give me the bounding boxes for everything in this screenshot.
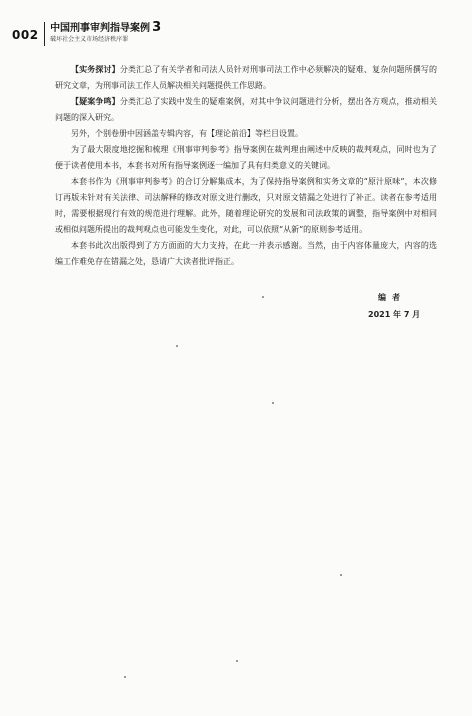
paragraph-other-sections [55, 126, 437, 142]
page-header [12, 22, 161, 48]
scan-speck [262, 296, 264, 298]
paragraph-text: 分类汇总了有关学者和司法人员针对刑事司法工作中必须解决的疑难、复杂问题所撰写的研究文章，为刑事司法工作人员解决相关问题提供工作思路。 [55, 65, 438, 90]
paragraph-text: 本套书作为《刑事审判参考》的合订分解集成本，为了保持指导案例和实务文章的“原汁原味”，本次修订再版未针对有关法律、司法解释的修改对原文进行删改，只对原文错漏之处进行了补正。读者在参考适用时，需要根据现行有效的规范进行理解。此外，随着理论研究的发展和司法政策的调整，指导案例中对相同或相似问题所提出的裁判观点也可能发生变化，对此，可以依照“从新”的原则参考适用。 [55, 177, 437, 234]
paragraph-keywords [55, 142, 437, 174]
body-text [55, 62, 437, 270]
signature-date: 2021 年 7 月 [368, 310, 421, 319]
paragraph-practice-discussion [55, 62, 437, 94]
paragraph-disputed-cases [55, 94, 437, 126]
scan-speck [272, 402, 274, 404]
scan-speck [340, 574, 342, 576]
paragraph-revision-note [55, 174, 437, 238]
editor-signature: 编者 [378, 293, 406, 302]
scan-speck [236, 660, 238, 662]
paragraph-text: 另外，个别卷册中因涵盖专辑内容，有【理论前沿】等栏目设置。 [71, 129, 303, 138]
paragraph-text: 为了最大限度地挖掘和梳理《刑事审判参考》指导案例在裁判理由阐述中反映的裁判观点，同时也为了便于读者使用本书，本套书对所有指导案例逐一编加了具有归类意义的关键词。 [55, 145, 437, 170]
scan-speck [124, 676, 126, 678]
scan-speck [176, 345, 178, 347]
section-label: 【实务探讨】 [71, 65, 120, 74]
paragraph-text: 本套书此次出版得到了方方面面的大力支持，在此一并表示感谢。当然，由于内容体量庞大，内容的选编工作难免存在错漏之处，恳请广大读者批评指正。 [55, 241, 437, 266]
header-divider [44, 22, 46, 46]
section-label: 【疑案争鸣】 [71, 97, 120, 106]
header-text [50, 22, 161, 44]
book-title [50, 22, 161, 35]
book-subtitle: 破坏社会主义市场经济秩序罪 [50, 36, 129, 43]
page-number: 002 [12, 28, 39, 42]
book-title-text: 中国刑事审判指导案例 [50, 23, 151, 34]
volume-number: 3 [152, 20, 162, 35]
paragraph-text: 分类汇总了实践中发生的疑难案例，对其中争议问题进行分析，摆出各方观点，推动相关问题的深入研究。 [55, 97, 438, 122]
paragraph-acknowledgement [55, 238, 437, 270]
